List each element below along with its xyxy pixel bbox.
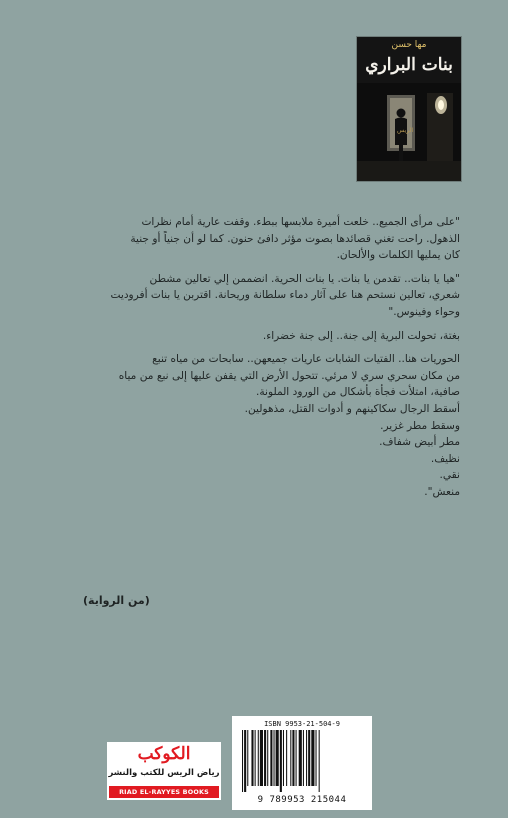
barcode-bar xyxy=(258,730,259,786)
publisher-logo xyxy=(107,742,221,800)
barcode-bar xyxy=(260,730,263,786)
excerpt-line: الحوريات هنا.. الفتيات الشابات عاريات جميعهن.. سابحات من مياه تنبع xyxy=(152,353,460,366)
barcode-bar xyxy=(292,730,294,786)
excerpt-line: "على مرأى الجميع.. خلعت أميرة ملابسها ببطء. وقفت عارية أمام نظرات xyxy=(141,216,460,228)
thumbnail-author: مها حسن xyxy=(391,40,427,50)
excerpt-line: أسقط الرجال سكاكينهم و أدوات القتل، مذهولين. xyxy=(244,402,460,415)
excerpt-line: وسقط مطر غزير. xyxy=(380,419,460,432)
barcode-bar xyxy=(280,730,282,792)
excerpt-paragraph xyxy=(88,351,460,500)
barcode-bar xyxy=(296,730,297,786)
barcode-bar xyxy=(255,730,256,786)
barcode-bar xyxy=(290,730,291,786)
book-cover-thumbnail xyxy=(356,36,462,182)
barcode-bar xyxy=(276,730,279,786)
excerpt-line: نقي. xyxy=(439,469,460,482)
barcode-bar xyxy=(286,730,287,786)
barcode-bar xyxy=(283,730,284,786)
publisher-english-name: RIAD EL-RAYYES BOOKS xyxy=(109,786,219,798)
excerpt-line: من مكان سحري سري لا مرئي. تتحول الأرض التي يقفن عليها إلى نبع من مياه xyxy=(118,369,460,382)
excerpt-paragraph xyxy=(88,328,460,345)
excerpt-line: وحواء وفينوس." xyxy=(388,305,460,318)
barcode-bar xyxy=(267,730,268,786)
excerpt-line: شعري، تعالين نستحم هنا على آثار دماء سلطانة وريحانة. اقتربن يا بنات أفروديت xyxy=(110,289,460,302)
publisher-brand: الكوكب xyxy=(137,744,191,764)
excerpt-line: كان يمليها الكلمات والألحان. xyxy=(336,249,460,262)
barcode-bars xyxy=(242,730,362,792)
barcode-bar xyxy=(244,730,246,792)
excerpt-line: منعش". xyxy=(424,485,460,498)
isbn-barcode xyxy=(232,716,372,810)
excerpt-line: صافية، امتلأت فجأة بأشكال من الورود الملونة. xyxy=(255,386,460,399)
thumbnail-publisher-mark: الريس xyxy=(397,127,414,134)
barcode-bar xyxy=(270,730,272,786)
barcode-bar xyxy=(299,730,302,786)
barcode-bar xyxy=(274,730,275,786)
excerpt-paragraph xyxy=(88,214,460,264)
excerpt-line: نظيف. xyxy=(430,452,460,465)
barcode-bar xyxy=(247,730,248,786)
barcode-bar xyxy=(242,730,243,792)
excerpt-line: "هيا يا بنات.. تقدمن يا بنات. يا بنات الحرية. انضممن إلي تعالين مشطن xyxy=(149,272,460,285)
barcode-bar xyxy=(319,730,320,792)
excerpt-line: بغتة، تحولت البرية إلى جنة.. إلى جنة خضراء. xyxy=(262,329,460,342)
barcode-bar xyxy=(251,730,253,786)
excerpt-paragraph xyxy=(88,271,460,321)
isbn-number: 9 789953 215044 xyxy=(257,795,347,805)
excerpt-line: الذهول. راحت تغني قصائدها بصوت مؤثر دافئ حنون. كما لو أن جنياً أو جنية xyxy=(130,232,460,245)
barcode-bar xyxy=(303,730,304,786)
publisher-subtitle: رياض الريس للكتب والنشر xyxy=(108,768,220,778)
barcode-bar xyxy=(308,730,310,786)
excerpt-line: مطر أبيض شفاف. xyxy=(379,436,460,449)
thumbnail-title: بنات البراري xyxy=(365,55,453,75)
barcode-bar xyxy=(306,730,307,786)
barcode-bar xyxy=(316,730,317,786)
back-cover-excerpt xyxy=(88,214,460,508)
barcode-bar xyxy=(264,730,266,786)
barcode-bar xyxy=(311,730,314,786)
isbn-label: ISBN 9953-21-504-9 xyxy=(264,720,340,728)
source-note: (من الرواية) xyxy=(83,594,150,607)
